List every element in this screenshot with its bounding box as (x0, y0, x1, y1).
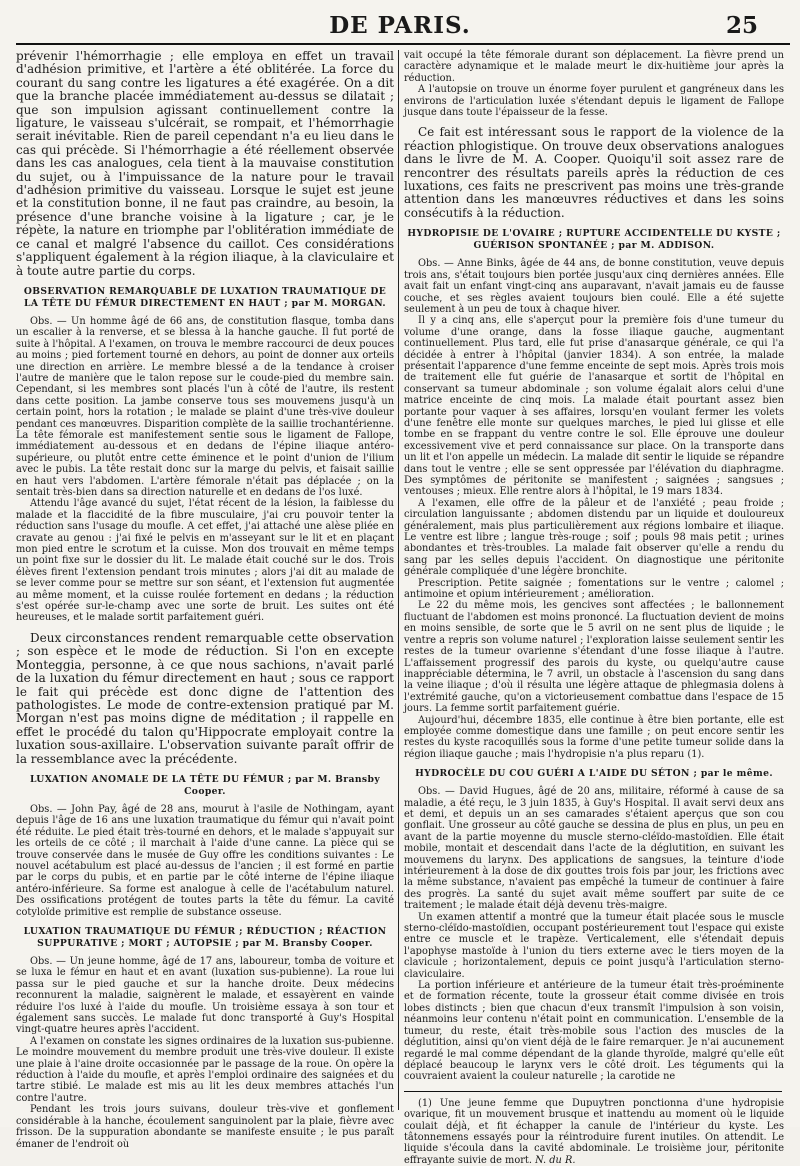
observation-paragraph: Prescription. Petite saignée ; fomentations sur le ventre ; calomel ; antimoine et opium intérieurement ; amélioration. (404, 577, 784, 601)
continued-paragraph: vait occupé la tête fémorale durant son déplacement. La fièvre prend un caractère adynamique et le malade meurt le dix-huitième jour après la réduction. (404, 50, 784, 84)
footnote-signature: N. du R. (535, 1154, 576, 1166)
observation-paragraph: A l'examen, elle offre de la pâleur et de l'anxiété ; peau froide ; circulation languissante ; abdomen distendu par un liquide et douloureux généralement, mais plus particulièrement aux régions lombaire et iliaque. Le ventre est libre ; langue très-rouge ; soif ; pouls 98 mais petit ; urines abondantes et très-troubles. La malade fait observer qu'elle a rendu du sang par les selles depuis l'accident. On diagnostique une péritonite générale compliquée d'une légère bronchite. (404, 497, 784, 578)
observation-paragraph: A l'examen on constate les signes ordinaires de la luxation sus-pubienne. Le moindre mouvement du membre produit une très-vive douleur. Il existe une plaie à l'aine droite occasionnée par le passage de la roue. On opère la réduction à l'aide du moufle, et après l'emploi ordinaire des saignées et du tartre stibié. Le malade est mis au lit les deux membres attachés l'un contre l'autre. (16, 1035, 394, 1104)
commentary-paragraph: Ce fait est intéressant sous le rapport de la violence de la réaction phlogistique. On trouve deux observations analogues dans le livre de M. A. Cooper. Quoiqu'il soit assez rare de rencontrer des résultats pareils après la réduction de ces luxations, ces faits ne prescrivent pas moins une très-grande attention dans les manœuvres réductives et dans les soins consécutifs à la réduction. (404, 125, 784, 220)
observation-paragraph: Obs. — David Hugues, âgé de 20 ans, militaire, réformé à cause de sa maladie, a été reçu, le 3 juin 1835, à Guy's Hospital. Il avait servi deux ans et demi, et depuis un an ses camarades s'étaient aperçus que son cou gonflait. Une grosseur au côté gauche se dessina de plus en plus, un peu en avant de la partie moyenne du muscle sterno-cléïdo-mastoïdien. Elle était mobile, montait et descendait dans l'acte de la déglutition, en suivant les mouvemens du larynx. Des applications de sangsues, la teinture d'iode intérieurement à la dose de dix gouttes trois fois par jour, les frictions avec la même substance, n'avaient pas empêché la tumeur de continuer à faire des progrès. La santé du sujet avait même souffert par suite de ce traitement ; le malade était déjà devenu très-maigre. (404, 786, 784, 912)
observation-paragraph: Obs. — Anne Binks, âgée de 44 ans, de bonne constitution, veuve depuis trois ans, s'était toujours bien portée jusqu'aux cinq dernières années. Elle avait fait un enfant vingt-cinq ans auparavant, n'avait jamais eu de fausse couche, et ses règles avaient toujours bien coulé. Elle a été sujette seulement à un peu de toux à chaque hiver. (404, 258, 784, 315)
observation-paragraph: Un examen attentif a montré que la tumeur était placée sous le muscle sterno-cléïdo-mastoïdien, occupant postérieurement tout l'espace qui existe entre ce muscle et le trapèze. Verticalement, elle s'étendait depuis l'apophyse mastoïde à l'union du tiers externe avec le tiers moyen de la clavicule ; horizontalement, depuis ce point jusqu'à l'articulation sterno-claviculaire. (404, 911, 784, 980)
footnote (404, 1098, 784, 1166)
observation-paragraph: Aujourd'hui, décembre 1835, elle continue à être bien portante, elle est employée comme domestique dans une famille ; on peut encore sentir les restes du kyste racoquillés sous la forme d'une petite tumeur solide dans la région iliaque gauche ; mais l'hydropisie n'a plus reparu (1). (404, 714, 784, 760)
running-title: DE PARIS. (329, 12, 471, 39)
right-column (404, 50, 784, 1166)
page-number: 25 (725, 12, 758, 39)
autopsy-paragraph: A l'autopsie on trouve un énorme foyer purulent et gangréneux dans les environs de l'articulation luxée s'étendant depuis le ligament de Fallope jusque dans toute l'épaisseur de la fesse. (404, 84, 784, 119)
observation-paragraph: Pendant les trois jours suivans, douleur très-vive et gonflement considérable à la hanche, écoulement sanguinolent par la plaie, fièvre avec frisson. De la suppuration abondante se manifeste ensuite ; le pus paraît émaner de l'endroit où (16, 1104, 394, 1150)
section-heading-morgan: OBSERVATION REMARQUABLE DE LUXATION TRAUMATIQUE DE LA TÊTE DU FÉMUR DIRECTEMENT EN HAUT ; par M. MORGAN. (23, 285, 387, 309)
footnote-text: (1) Une jeune femme que Dupuytren ponctionna d'une hydropisie ovarique, fit un mouvement brusque et inattendu au moment où le liquide coulait déjà, et fit échapper la canule de l'intérieur du kyste. Les tâtonnemens essayés pour la réintroduire furent inutiles. On attendit. Le liquide s'écoula dans la cavité abdominale. Le troisième jour, péritonite effrayante suivie de mort. (404, 1097, 784, 1166)
header-rule (16, 43, 790, 45)
observation-paragraph: La portion inférieure et antérieure de la tumeur était très-proéminente et de formation récente, toute la grosseur était comme divisée en trois lobes distincts ; bien que chacun d'eux transmît l'impulsion à son voisin, néanmoins leur contenu n'était point en communication. L'ensemble de la tumeur, du reste, était très-mobile sous l'action des muscles de la déglutition, ainsi qu'on vient déjà de le faire remarquer. Je n'ai aucunement regardé le mal comme dépendant de la glande thyroïde, malgré qu'elle eût déplacé beaucoup le larynx vers le côté droit. Les téguments qui la couvraient avaient la couleur naturelle ; la carotide ne (404, 980, 784, 1083)
section-heading-cooper-1: LUXATION ANOMALE DE LA TÊTE DU FÉMUR ; par M. Bransby Cooper. (29, 773, 381, 797)
intro-paragraph: prévenir l'hémorrhagie ; elle employa en effet un travail d'adhésion primitive, et l'artère a été oblitérée. La force du courant du sang contre les ligatures a été exagérée. On a dit que la branche placée immédiatement au-dessus se dilatait ; que son impulsion agissant continuellement contre la ligature, le vaisseau s'ulcérait, se rompait, et l'hémorrhagie serait inévitable. Rien de pareil cependant n'a eu lieu dans le cas qui précède. Si l'hémorrhagie a été réellement observée dans les cas analogues, cela tient à la mauvaise constitution du sujet, ou à l'impuissance de la nature pour le travail d'adhésion primitive du vaisseau. Lorsque le sujet est jeune et la constitution bonne, il ne faut pas craindre, au besoin, la présence d'une branche voisine à la ligature ; car, je le répète, la nature en triomphe par l'oblitération immédiate de ce canal et malgré l'absence du caillot. Ces considérations s'appliquent également à la région iliaque, à la claviculaire et à toute autre partie du corps. (16, 49, 394, 278)
section-heading-addison: HYDROPISIE DE L'OVAIRE ; RUPTURE ACCIDENTELLE DU KYSTE ; GUÉRISON SPONTANÉE ; par M. ADDISON. (407, 228, 781, 252)
observation-paragraph: Il y a cinq ans, elle s'aperçut pour la première fois d'une tumeur du volume d'une orange, dans la fosse iliaque gauche, augmentant continuellement. Plus tard, elle fut prise d'anasarque générale, ce qui l'a décidée à entrer à l'hôpital (janvier 1834). A son entrée, la malade présentait l'apparence d'une femme enceinte de sept mois. Après trois mois de traitement elle fut guérie de l'anasarque et sortit de l'hôpital en conservant sa tumeur abdominale ; son volume égalait alors celui d'une matrice enceinte de cinq mois. La malade était pourtant assez bien portante pour vaquer à ses affaires, lorsqu'en voulant fermer les volets d'une fenêtre elle monte sur quelques marches, le pied lui glisse et elle tombe en se frappant du ventre contre le sol. Elle éprouve une douleur excessivement vive et perd connaissance sur place. On la transporte dans un lit et l'on appelle un médecin. La malade dit sentir le liquide se répandre dans tout le ventre ; elle se sent oppressée par l'élévation du diaphragme. Des symptômes de péritonite se manifestent ; saignées ; sangsues ; ventouses ; mieux. Elle rentre alors à l'hôpital, le 19 mars 1834. (404, 315, 784, 498)
observation-paragraph: Obs. — Un jeune homme, âgé de 17 ans, laboureur, tomba de voiture et se luxa le fémur en haut et en avant (luxation sus-pubienne). La roue lui passa sur le pied gauche et sur la hanche droite. Deux médecins reconnurent la maladie, saignèrent le malade, et essayèrent en vainde réduire l'os luxé à l'aide du moufle. Un troisième essaya à son tour et également sans succès. Le malade fut donc transporté à Guy's Hospital vingt-quatre heures après l'accident. (16, 956, 394, 1036)
section-heading-hydrocele: HYDROCÈLE DU COU GUÉRI A L'AIDE DU SÉTON ; par le même. (415, 768, 773, 780)
left-column (16, 49, 394, 1150)
commentary-paragraph: Deux circonstances rendent remarquable cette observation ; son espèce et le mode de réduction. Si l'on en excepte Monteggia, personne, à ce que nous sachions, n'avait parlé de la luxation du fémur directement en haut ; sous ce rapport le fait qui précède est donc digne de l'attention des pathologistes. Le mode de contre-extension pratiqué par M. Morgan n'est pas moins digne de méditation ; il rappelle en effet le procédé du talon qu'Hippocrate employait contre la luxation sous-axillaire. L'observation suivante paraît offrir de la ressemblance avec la précédente. (16, 630, 394, 766)
observation-paragraph: Le 22 du même mois, les gencives sont affectées ; le ballonnement fluctuant de l'abdomen est moins prononcé. La fluctuation devient de moins en moins sensible, de sorte que le 5 avril on ne sent plus de liquide ; le ventre a repris son volume naturel ; l'exploration laisse seulement sentir les restes de la tumeur ovarienne s'étendant d'une fosse iliaque à l'autre. L'affaissement progressif des parois du kyste, ou quelqu'autre cause inappréciable détermina, le 7 avril, un obstacle à l'ascension du sang dans la veine iliaque ; d'où il résulta une légère attaque de phlegmasia dolens à l'extrémité gauche, qu'on a victorieusement combattue dans l'espace de 15 jours. La femme sortit parfaitement guérie. (404, 600, 784, 715)
observation-paragraph: Obs. — Un homme âgé de 66 ans, de constitution flasque, tomba dans un escalier à la renverse, et se blessa à la hanche gauche. Il fut porté de suite à l'hôpital. A l'examen, on trouva le membre raccourci de deux pouces au moins ; pied fortement tourné en dehors, au point de donner aux orteils une direction en arrière. Le membre blessé a de la tendance à croiser l'autre de manière que le talon repose sur le coude-pied du membre sain. Cependant, si les membres sont placés l'un à côté de l'autre, ils restent dans cette position. La jambe conserve tous ses mouvemens jusqu'à un certain point, hors la rotation ; le malade se plaint d'une très-vive douleur pendant ces manœuvres. Disparition complète de la saillie trochantérienne. La tête fémorale est manifestement sentie sous le ligament de Fallope, immédiatement au-dessous et en dedans de l'épine iliaque antéro-supérieure, ou plutôt entre cette éminence et le point d'union de l'ilium avec le pubis. La tête restait donc sur la marge du pelvis, et faisait saillie en haut vers l'abdomen. L'artère fémorale n'était pas déplacée ; on la sentait très-bien dans sa direction naturelle et en dedans de l'os luxé. (16, 315, 394, 498)
column-divider (398, 50, 399, 1110)
observation-paragraph: Obs. — John Pay, âgé de 28 ans, mourut à l'asile de Nothingam, ayant depuis l'âge de 16 ans une luxation traumatique du fémur qui n'avait point été réduite. Le pied était très-tourné en dehors, et le malade s'appuyait sur les orteils de ce côté ; il marchait à l'aide d'une canne. La pièce qui se trouve conservée dans le musée de Guy offre les conditions suivantes : Le nouvel acétabulum est placé au-dessus de l'ancien ; il est formé en partie par le corps du pubis, et en partie par le côté interne de l'épine iliaque antéro-inférieure. Sa forme est analogue à celle de l'acétabulum naturel. Des ossifications protégent de toutes parts la tête du fémur. La cavité cotyloïde primitive est remplie de substance osseuse. (16, 803, 394, 918)
footnote-rule (404, 1091, 782, 1092)
observation-paragraph: Attendu l'âge avancé du sujet, l'état récent de la lésion, la faiblesse du malade et la flaccidité de la fibre musculaire, j'ai cru pouvoir tenter la réduction sans l'usage du moufle. A cet effet, j'ai attaché une alèse pliée en cravate au genou : j'ai fixé le pelvis en m'asseyant sur le lit et en plaçant mon pied entre le scrotum et la cuisse. Mon dos trouvait en même temps un point fixe sur le dossier du lit. Le malade était couché sur le dos. Trois élèves firent l'extension pendant trois minutes ; alors j'ai dit au malade de se lever comme pour se mettre sur son séant, et l'extension fut augmentée au même moment, et la cuisse roulée fortement en dedans ; la réduction s'est opérée sur-le-champ avec une sorte de bruit. Les suites ont été heureuses, et le malade sortit parfaitement guéri. (16, 498, 394, 624)
page-header (0, 0, 800, 44)
section-heading-cooper-2: LUXATION TRAUMATIQUE DU FÉMUR ; RÉDUCTION ; RÉACTION SUPPURATIVE ; MORT ; AUTOPSIE ; par M. Bransby Cooper. (23, 926, 387, 949)
